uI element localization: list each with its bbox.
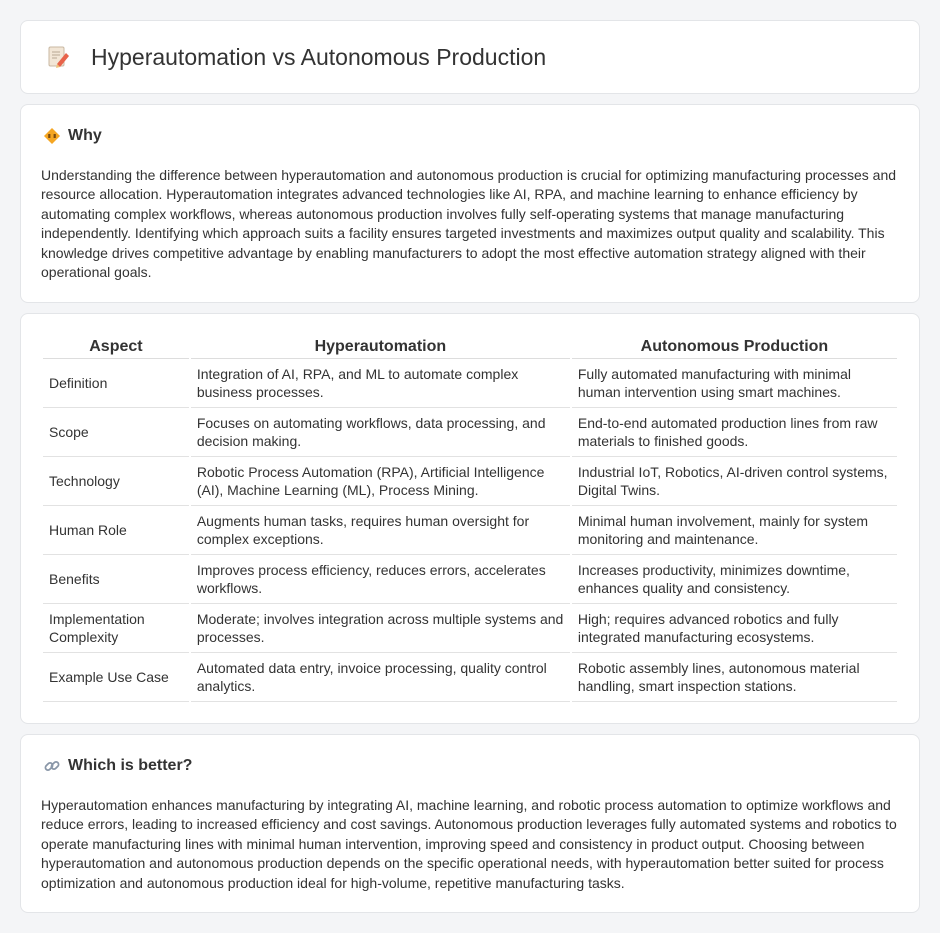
- table-row: [43, 506, 897, 555]
- document-pencil-icon: [45, 44, 71, 70]
- cell-hyperautomation: Focuses on automating workflows, data processing, and decision making.: [191, 408, 570, 457]
- cell-autonomous: Fully automated manufacturing with minimal human intervention using smart machines.: [572, 359, 897, 408]
- comparison-table: [41, 335, 899, 702]
- table-row: [43, 457, 897, 506]
- cell-aspect: Benefits: [43, 555, 189, 604]
- which-is-better-title: Which is better?: [68, 757, 193, 774]
- header-card: [20, 20, 920, 94]
- cell-autonomous: Industrial IoT, Robotics, AI-driven control systems, Digital Twins.: [572, 457, 897, 506]
- table-row: [43, 604, 897, 653]
- cell-hyperautomation: Moderate; involves integration across multiple systems and processes.: [191, 604, 570, 653]
- cell-autonomous: End-to-end automated production lines from raw materials to finished goods.: [572, 408, 897, 457]
- header-autonomous-production: Autonomous Production: [572, 335, 897, 359]
- cell-aspect: Human Role: [43, 506, 189, 555]
- cell-autonomous: Robotic assembly lines, autonomous material handling, smart inspection stations.: [572, 653, 897, 702]
- which-is-better-section: [20, 734, 920, 913]
- cell-autonomous: High; requires advanced robotics and fully integrated manufacturing ecosystems.: [572, 604, 897, 653]
- cell-aspect: Technology: [43, 457, 189, 506]
- cell-hyperautomation: Automated data entry, invoice processing, quality control analytics.: [191, 653, 570, 702]
- table-header-row: [43, 335, 897, 359]
- cell-aspect: Scope: [43, 408, 189, 457]
- header-hyperautomation: Hyperautomation: [191, 335, 570, 359]
- table-row: [43, 653, 897, 702]
- why-title: Why: [68, 127, 102, 144]
- table-row: [43, 359, 897, 408]
- cell-hyperautomation: Robotic Process Automation (RPA), Artificial Intelligence (AI), Machine Learning (ML), Process Mining.: [191, 457, 570, 506]
- cell-hyperautomation: Improves process efficiency, reduces errors, accelerates workflows.: [191, 555, 570, 604]
- cell-hyperautomation: Integration of AI, RPA, and ML to automate complex business processes.: [191, 359, 570, 408]
- diamond-warning-icon: [43, 127, 61, 145]
- comparison-section: [20, 313, 920, 724]
- link-icon: [43, 757, 61, 775]
- cell-aspect: Definition: [43, 359, 189, 408]
- which-is-better-body: Hyperautomation enhances manufacturing by integrating AI, machine learning, and robotic process automation to optimize workflows and reduce errors, leading to increased efficiency and cost savings. Autonomous production leverages fully automated systems and robotics to operate manufacturing lines with minimal human intervention, improving speed and consistency in product output. Choosing between hyperautomation and autonomous production depends on the specific operational needs, with hyperautomation better suited for process optimization and autonomous production ideal for high-volume, repetitive manufacturing tasks.: [41, 797, 897, 891]
- cell-hyperautomation: Augments human tasks, requires human oversight for complex exceptions.: [191, 506, 570, 555]
- table-row: [43, 555, 897, 604]
- cell-autonomous: Increases productivity, minimizes downtime, enhances quality and consistency.: [572, 555, 897, 604]
- cell-aspect: Implementation Complexity: [43, 604, 189, 653]
- header-aspect: Aspect: [43, 335, 189, 359]
- page-title: Hyperautomation vs Autonomous Production: [91, 43, 547, 70]
- cell-autonomous: Minimal human involvement, mainly for system monitoring and maintenance.: [572, 506, 897, 555]
- why-section: [20, 104, 920, 303]
- cell-aspect: Example Use Case: [43, 653, 189, 702]
- table-row: [43, 408, 897, 457]
- why-body: Understanding the difference between hyperautomation and autonomous production is crucial for optimizing manufacturing processes and resource allocation. Hyperautomation integrates advanced technologies like AI, RPA, and machine learning to enhance efficiency by automating complex workflows, whereas autonomous production involves fully self-operating systems that manage manufacturing independently. Identifying which approach suits a facility ensures targeted investments and maximizes output quality and scalability. This knowledge drives competitive advantage by enabling manufacturers to adopt the most effective automation strategy aligned with their operational goals.: [41, 167, 897, 281]
